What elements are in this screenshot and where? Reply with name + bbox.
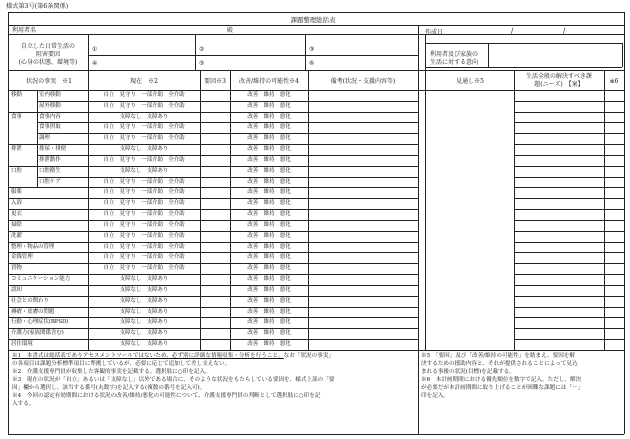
possibility-options[interactable]: 改善 維持 悪化 [247, 341, 291, 348]
row-divider-needs [514, 263, 624, 264]
row-divider-needs [514, 285, 624, 286]
row-divider-needs [514, 187, 624, 188]
current-status-options[interactable]: 支障なし 支障あり [119, 167, 169, 174]
row-item: 口腔ケア [39, 178, 61, 185]
current-status-options[interactable]: 支障なし 支障あり [119, 308, 169, 315]
row-divider [8, 220, 418, 221]
row-item: 食事摂取 [39, 124, 61, 131]
row-category: 介護力(家族関係含む) [11, 330, 64, 337]
row-item: 口腔衛生 [39, 167, 61, 174]
current-status-options[interactable]: 支障なし 支障あり [119, 319, 169, 326]
current-status-options[interactable]: 自立 見守り 一部介助 全介助 [103, 232, 185, 239]
row-divider-needs [514, 144, 624, 145]
col-header-outlook: 見通し※5 [456, 78, 484, 85]
current-status-options[interactable]: 支障なし 支障あり [119, 330, 169, 337]
note-6-line2: が必要だが本計画期間に取り上げることが困難な課題には「－」 [421, 385, 584, 391]
row-divider-needs [514, 307, 624, 308]
row-category: 服薬 [11, 189, 22, 196]
factor-circle-1: ① [92, 46, 98, 53]
row-divider [8, 187, 418, 188]
honorific: 殿 [227, 27, 234, 34]
footnotes-left [12, 352, 416, 408]
intention-label-line2: 生活に対する意向 [430, 59, 479, 66]
user-name-label: 利用者名 [12, 27, 37, 34]
possibility-options[interactable]: 改善 維持 悪化 [247, 156, 291, 163]
row-divider [8, 198, 418, 199]
possibility-options[interactable]: 改善 維持 悪化 [247, 146, 291, 153]
note-2: ※2 介護支援専門員が収集した客観的事実を記載する。選択肢に○印を記入。 [12, 369, 211, 375]
possibility-options[interactable]: 改善 維持 悪化 [247, 254, 291, 261]
row-divider-needs [514, 122, 624, 123]
row-divider [37, 101, 418, 102]
current-status-options[interactable]: 支障なし 支障あり [119, 146, 169, 153]
possibility-options[interactable]: 改善 維持 悪化 [247, 113, 291, 120]
col-header-possibility: 改善/維持の可能性※4 [239, 78, 299, 85]
row-divider-needs [514, 328, 624, 329]
row-category: 入浴 [11, 200, 22, 207]
current-status-options[interactable]: 自立 見守り 一部介助 全介助 [103, 243, 185, 250]
row-divider-needs [514, 112, 624, 113]
factor-label-line3: (心身の状態、環境等) [18, 59, 78, 66]
row-item: 食事内容 [39, 113, 61, 120]
row-divider-needs [514, 252, 624, 253]
date-separator-2: / [563, 27, 566, 35]
possibility-options[interactable]: 改善 維持 悪化 [247, 200, 291, 207]
row-divider-needs [514, 166, 624, 167]
note-4-line1: ※4 今回の認定有効期間における状況の改善/維持/悪化の可能性について、介護支援専門員の判断として選択肢に○印を記 [12, 393, 321, 399]
row-item: 室内移動 [39, 92, 61, 98]
row-category: 掃除 [11, 221, 22, 228]
row-category: 褥瘡・皮膚の問題 [11, 308, 55, 315]
col-header-factor: 要因※3 [204, 78, 226, 85]
col-header-remarks: 備考(状況・支援内容等) [330, 78, 396, 85]
possibility-options[interactable]: 改善 維持 悪化 [247, 319, 291, 326]
category-divider [37, 112, 38, 144]
row-divider [37, 177, 418, 178]
col-header-priority: ※6 [609, 78, 619, 85]
row-divider [8, 252, 418, 253]
possibility-options[interactable]: 改善 維持 悪化 [247, 232, 291, 239]
row-divider [8, 263, 418, 264]
row-category: 買物 [11, 265, 22, 272]
possibility-options[interactable]: 改善 維持 悪化 [247, 297, 291, 304]
row-category: 口腔 [11, 167, 22, 174]
note-4-line2: 入する。 [12, 401, 35, 407]
row-divider [8, 317, 418, 318]
row-category: コミュニケーション能力 [11, 276, 71, 283]
date-separator-1: / [511, 27, 514, 35]
current-status-options[interactable]: 支障なし 支障あり [119, 286, 169, 293]
current-status-options[interactable]: 自立 見守り 一部介助 全介助 [103, 156, 185, 163]
row-item: 屋外移動 [39, 102, 61, 109]
possibility-options[interactable]: 改善 維持 悪化 [247, 178, 291, 185]
category-divider [37, 166, 38, 188]
col-header-situation: 状況の事実 ※1 [26, 78, 72, 85]
row-divider [8, 112, 418, 113]
document-title: 課題整理総括表 [290, 16, 336, 24]
possibility-options[interactable]: 改善 維持 悪化 [247, 308, 291, 315]
category-divider [37, 90, 38, 112]
row-item: 調理 [39, 135, 50, 142]
row-divider-needs [514, 220, 624, 221]
factor-circle-2: ② [199, 46, 205, 53]
possibility-options[interactable]: 改善 維持 悪化 [247, 135, 291, 142]
factor-circle-4: ④ [92, 60, 98, 67]
row-item: 排泄動作 [39, 156, 61, 163]
row-divider-needs [514, 177, 624, 178]
row-divider-needs [514, 242, 624, 243]
possibility-options[interactable]: 改善 維持 悪化 [247, 92, 291, 98]
note-5-line1: ※5 「要因」及び「改善/維持の可能性」を踏まえ、要因を解 [421, 353, 576, 359]
row-divider-needs [514, 155, 624, 156]
current-status-options[interactable]: 自立 見守り 一部介助 全介助 [103, 178, 185, 185]
row-divider [37, 155, 418, 156]
row-category: 更衣 [11, 211, 22, 218]
row-divider [8, 209, 418, 210]
note-5-line3: まれる事後の状況(目標)を記載する。 [421, 369, 515, 375]
row-item: 排尿・排便 [39, 146, 67, 153]
current-status-options[interactable]: 自立 見守り 一部介助 全介助 [103, 254, 185, 261]
current-status-options[interactable]: 自立 見守り 一部介助 全介助 [103, 135, 185, 142]
factor-circle-6: ⑥ [309, 60, 315, 67]
current-status-options[interactable]: 支障なし 支障あり [119, 341, 169, 348]
row-divider [8, 328, 418, 329]
category-divider [37, 144, 38, 166]
col-header-current: 現在 ※2 [130, 78, 158, 85]
current-status-options[interactable]: 自立 見守り 一部介助 全介助 [103, 124, 185, 131]
row-divider [37, 122, 418, 123]
note-6-line3: 印を記入。 [421, 393, 449, 399]
current-status-options[interactable]: 自立 見守り 一部介助 全介助 [103, 265, 185, 272]
note-1-line1: ※1 本書式は総括表でありアセスメントツールではないため、必ず別に詳細な情報収集・分析を行うこと。なお「状況の事実」 [12, 353, 335, 359]
possibility-options[interactable]: 改善 維持 悪化 [247, 330, 291, 337]
factor-label-line1: 自立した日常生活の [20, 43, 75, 50]
current-status-options[interactable]: 支障なし 支障あり [119, 113, 169, 120]
row-category: 居住環境 [11, 341, 33, 348]
possibility-options[interactable]: 改善 維持 悪化 [247, 167, 291, 174]
row-divider-needs [514, 231, 624, 232]
current-status-options[interactable]: 自立 見守り 一部介助 全介助 [103, 200, 185, 207]
possibility-options[interactable]: 改善 維持 悪化 [247, 276, 291, 283]
created-date-label: 作成日 [425, 29, 444, 36]
possibility-options[interactable]: 改善 維持 悪化 [247, 189, 291, 196]
row-divider-needs [514, 274, 624, 275]
row-divider [8, 144, 418, 145]
row-divider-needs [514, 101, 624, 102]
row-divider [37, 133, 418, 134]
intention-label-line1: 利用者及び家族の [430, 51, 479, 58]
possibility-options[interactable]: 改善 維持 悪化 [247, 102, 291, 109]
current-status-options[interactable]: 支障なし 支障あり [119, 276, 169, 283]
possibility-options[interactable]: 改善 維持 悪化 [247, 211, 291, 218]
row-divider-needs [514, 317, 624, 318]
current-status-options[interactable]: 自立 見守り 一部介助 全介助 [103, 92, 185, 98]
col-header-needs-line1: 生活全般の解決すべき課 [526, 73, 592, 80]
row-category: 洗濯 [11, 232, 22, 239]
row-divider [8, 307, 418, 308]
row-divider [8, 285, 418, 286]
row-divider-needs [514, 296, 624, 297]
note-3-line1: ※3 現在の状況が「自立」あるいは「支障なし」以外である場合に、そのような状況をもたらしている要因を、様式上部の「要 [12, 377, 335, 383]
row-divider [8, 339, 418, 340]
current-status-options[interactable]: 支障なし 支障あり [119, 297, 169, 304]
row-category: 排泄 [11, 146, 22, 153]
current-status-options[interactable]: 自立 見守り 一部介助 全介助 [103, 102, 185, 109]
form-number: 様式第3号(第6条関係) [6, 3, 69, 10]
col-header-needs-line2: 題(ニーズ) 【案】 [534, 81, 584, 88]
note-3-line2: 因」欄から選択し、該当する番号(丸数字)を記入する(複数の番号を記入可)。 [12, 385, 206, 391]
row-divider [8, 231, 418, 232]
factor-label-line2: 阻害要因 [35, 51, 60, 58]
row-divider [8, 296, 418, 297]
note-6-line1: ※6 本計画期間における優先順位を数字で記入。ただし、解決 [421, 377, 582, 383]
row-divider [8, 274, 418, 275]
note-1-line2: の各項目は課題分析標準項目に準拠しているが、必要に応じて追加して差し支えない。 [12, 361, 231, 367]
row-category: 金銭管理 [11, 254, 33, 261]
row-divider-needs [514, 339, 624, 340]
row-category: 行動・心理症状(BPSD) [11, 319, 69, 326]
note-5-line2: 決するための援助内容と、それが提供されることによって見込 [421, 361, 578, 367]
row-divider-needs [514, 198, 624, 199]
row-divider-needs [514, 133, 624, 134]
factor-circle-3: ③ [309, 46, 315, 53]
row-category: 認知 [11, 286, 22, 293]
footnotes-right [421, 352, 623, 400]
row-category: 社会との関わり [11, 297, 49, 304]
row-divider-needs [514, 209, 624, 210]
row-category: 移動 [11, 92, 22, 98]
possibility-options[interactable]: 改善 維持 悪化 [247, 286, 291, 293]
row-divider [8, 166, 418, 167]
possibility-options[interactable]: 改善 維持 悪化 [247, 243, 291, 250]
possibility-options[interactable]: 改善 維持 悪化 [247, 221, 291, 228]
possibility-options[interactable]: 改善 維持 悪化 [247, 124, 291, 131]
row-category: 食事 [11, 113, 22, 120]
current-status-options[interactable]: 自立 見守り 一部介助 全介助 [103, 189, 185, 196]
possibility-options[interactable]: 改善 維持 悪化 [247, 265, 291, 272]
row-divider [8, 242, 418, 243]
current-status-options[interactable]: 自立 見守り 一部介助 全介助 [103, 211, 185, 218]
current-status-options[interactable]: 自立 見守り 一部介助 全介助 [103, 221, 185, 228]
factor-circle-5: ⑤ [199, 60, 205, 67]
row-category: 整理・物品の管理 [11, 243, 55, 250]
